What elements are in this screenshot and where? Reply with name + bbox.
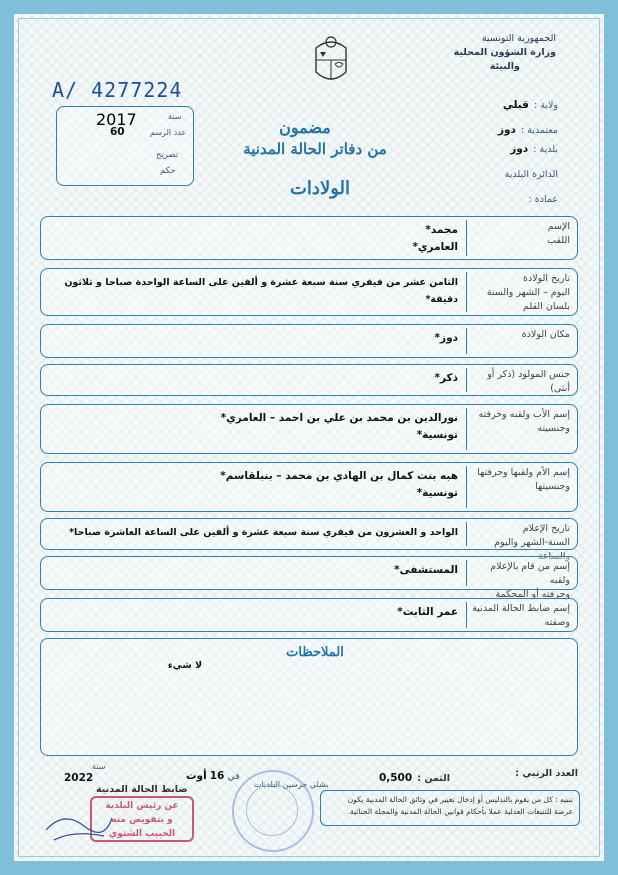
admin-fields: [448, 92, 558, 211]
tunisia-emblem-icon: [310, 30, 352, 90]
ordinal-label: العدد الرتبي :: [515, 768, 578, 779]
row-separator: [466, 272, 467, 312]
baladia-value: دوز: [510, 143, 529, 155]
row-label-line: السنة-الشهر واليوم والساعة: [494, 537, 570, 562]
row-separator: [466, 602, 467, 628]
officer-label: ضابط الحالة المدنية: [96, 784, 188, 795]
row-value-line: عمر الثابت*: [397, 606, 458, 618]
row-label-line: تاريخ الإعلام: [522, 523, 570, 534]
title-line1: مضمون: [279, 118, 331, 137]
row-separator: [466, 466, 467, 508]
remarks-title: الملاحظات: [286, 645, 344, 660]
row-separator: [466, 408, 467, 450]
blue-seal-stamp: [232, 770, 314, 852]
signature-icon: [44, 800, 114, 850]
baladia-label: بلدية :: [533, 144, 558, 155]
row-label: [470, 220, 570, 248]
row-label-line: بلسان القلم: [523, 301, 570, 312]
row-value: [52, 410, 458, 444]
row-value-line: الواحد و العشرون من فيفري سنة سبعة عشرة و ألفين على الساعة العاشرة صباحا*: [69, 527, 458, 538]
price-value: 0,500: [378, 772, 413, 784]
row-label-line: الإسم: [547, 221, 570, 232]
header-block: [454, 32, 556, 74]
row-separator: [466, 560, 467, 586]
row-label: [470, 408, 570, 436]
row-value-line: المستشفى*: [394, 564, 458, 576]
row-label-line: تاريخ الولادة: [523, 273, 570, 284]
ministry-label-2: والبيئة: [489, 61, 520, 72]
year-footer-label: سنة: [92, 762, 106, 771]
row-label: [470, 272, 570, 314]
title-line2: من دفاتر الحالة المدنية: [243, 140, 387, 158]
row-value: [52, 562, 458, 579]
row-separator: [466, 368, 467, 392]
row-value-line: العامري*: [412, 241, 458, 253]
row-label-line: إسم الأب ولقبه وحرفته: [478, 409, 570, 420]
ministry-label-1: وزارة الشؤون المحلية: [453, 47, 556, 58]
row-label-line: اللقب: [547, 235, 570, 246]
stamp-line-3: الحبيب الشتوي: [108, 829, 176, 839]
row-label: [470, 368, 570, 396]
row-separator: [466, 328, 467, 354]
row-label-line: وجنسيته: [537, 423, 570, 434]
row-value-line: نورالدين بن محمد بن علي بن احمد – العامري*: [220, 412, 458, 424]
judgment-label: حكم: [160, 166, 176, 176]
row-label-line: وجنسيتها: [535, 481, 570, 492]
row-separator: [466, 220, 467, 256]
row-label-line: جنس المولود (ذكر أو أنثى): [487, 369, 570, 394]
row-value-line: محمد*: [425, 224, 458, 236]
omada-label: عمادة :: [528, 194, 558, 205]
row-label-line: إسم من قام بالإعلام ولقبه: [490, 561, 570, 586]
row-value: [52, 524, 458, 541]
row-label-line: وصفته: [544, 617, 570, 628]
reg-num-label: عدد الرسم: [150, 128, 187, 137]
row-value: [52, 604, 458, 621]
row-label-line: إسم الأم ولقبها وحرفتها: [477, 467, 570, 478]
remarks-value: لا شيء: [167, 660, 203, 671]
mootamadia-value: دوز: [497, 124, 516, 136]
row-value-line: ذكر*: [434, 372, 458, 384]
row-value-line: تونسية*: [416, 429, 458, 441]
row-label: [470, 466, 570, 494]
row-label-line: اليوم – الشهر والسنة: [486, 287, 570, 298]
row-value-line: هبه بنت كمال بن الهادي بن محمد – بنبلقاسم*: [220, 470, 458, 482]
warning-note: تنبيه : كل من يقوم بالتدليس أو إدخال تغيير في وثائق الحالة المدنية يكون عرضة للتتبعات العدلية عملا بأحكام قوانين الحالة المدنية والمجلة الجنائية.: [320, 790, 580, 826]
row-value-line: تونسية*: [416, 487, 458, 499]
row-label-line: مكان الولادة: [521, 329, 570, 340]
republic-label: الجمهورية التونسية: [481, 33, 556, 44]
wilaya-value: قبلي: [502, 99, 529, 111]
row-value: [52, 330, 458, 347]
wilaya-label: ولاية :: [534, 100, 558, 111]
row-value-line: الثامن عشر من فيفري سنة سبعة عشرة و ألفين على الساعة الواحدة صباحا و ثلاثون دقيقة*: [64, 277, 458, 305]
row-label: [470, 602, 570, 630]
daira-label: الدائرة البلدية: [504, 169, 558, 180]
stamp-line-1: عن رئيس البلدية: [105, 801, 179, 811]
row-label-line: إسم ضابط الحالة المدنية: [472, 603, 570, 614]
serial-number: A/ 4277224: [52, 78, 183, 102]
place-label: بشلي جرسين البلديات: [254, 780, 329, 789]
price-label: الثمن :: [417, 773, 450, 784]
price-block: [340, 766, 450, 785]
row-value: [52, 274, 458, 308]
row-label: [470, 328, 570, 342]
row-value: [52, 222, 458, 256]
row-value-line: دوز*: [434, 332, 458, 344]
row-label-line: وحرفته أو المحكمة: [495, 589, 570, 600]
declaration-label: تصريح: [156, 150, 179, 160]
stamp-line-2: و بتفويض منه: [111, 815, 173, 825]
reg-num-value: 60: [110, 126, 125, 138]
row-value: [52, 468, 458, 502]
year-footer-value: 2022: [64, 772, 94, 784]
date-prefix: في: [227, 771, 240, 782]
mootamadia-label: معتمدية :: [521, 125, 558, 136]
date-day: 16: [209, 770, 225, 782]
title-line3: الولادات: [289, 178, 350, 199]
row-label: [470, 560, 570, 602]
date-month: أوت: [186, 770, 207, 782]
year-label: سنة: [168, 112, 182, 121]
year-value: 2017: [96, 110, 137, 129]
date-block: [186, 770, 240, 782]
row-separator: [466, 522, 467, 546]
row-value: [52, 370, 458, 387]
